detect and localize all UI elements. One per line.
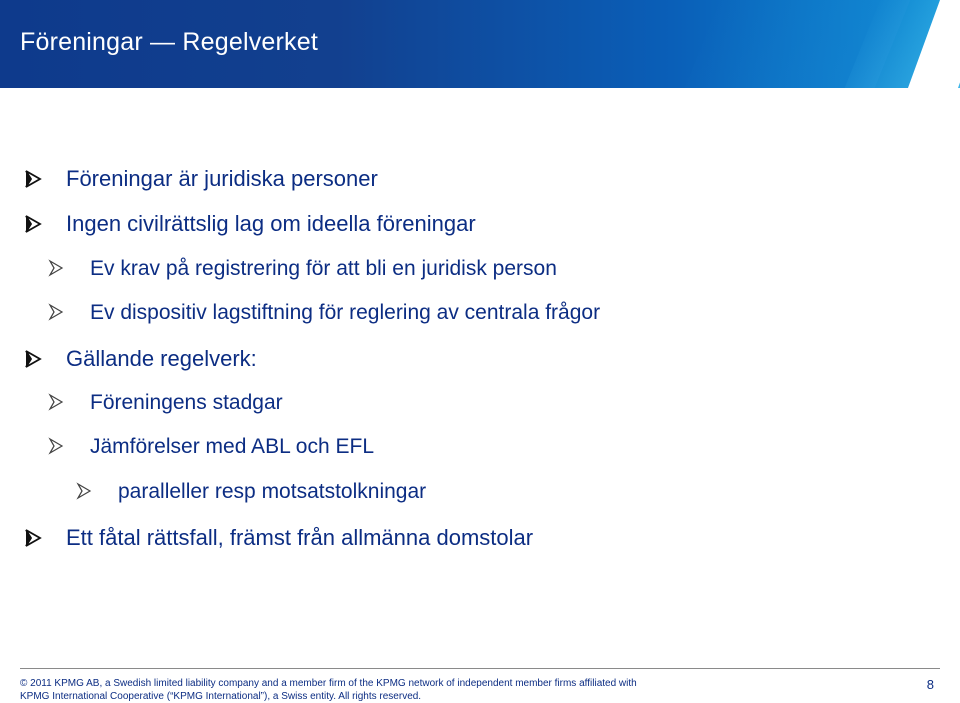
footer-copyright: © 2011 KPMG AB, a Swedish limited liability company and a member firm of the KPMG network of independent member firms affiliated with KPMG International Cooperative (“KPMG International”), a Swiss entity. All rights reserved. — [20, 678, 637, 702]
arrowhead-bullet-icon — [24, 349, 46, 369]
slide-header — [0, 0, 960, 88]
bullet-item — [24, 525, 533, 551]
arrowhead-bullet-icon — [48, 303, 66, 323]
bullet-item — [24, 211, 476, 237]
bullet-text: paralleller resp motsatstolkningar — [118, 480, 427, 503]
bullet-item — [24, 166, 378, 192]
bullet-item — [48, 301, 600, 325]
arrowhead-bullet-icon — [24, 214, 46, 234]
slide-title: Föreningar — Regelverket — [20, 28, 318, 56]
bullet-text: Ev krav på registrering för att bli en juridisk person — [90, 257, 557, 280]
bullet-text: Ev dispositiv lagstiftning för reglering av centrala frågor — [90, 301, 601, 324]
bullet-text: Föreningens stadgar — [90, 391, 283, 414]
bullet-text: Gällande regelverk: — [66, 346, 257, 371]
arrowhead-bullet-icon — [48, 259, 66, 279]
arrowhead-bullet-icon — [24, 169, 46, 189]
arrowhead-bullet-icon — [76, 482, 94, 502]
bullet-item — [48, 257, 557, 281]
footer-divider — [20, 668, 940, 669]
bullet-text: Ingen civilrättslig lag om ideella föreningar — [66, 211, 476, 236]
bullet-item — [48, 391, 283, 415]
bullet-text: Ett fåtal rättsfall, främst från allmänna domstolar — [66, 525, 534, 550]
arrowhead-bullet-icon — [24, 528, 46, 548]
page-number: 8 — [926, 677, 934, 692]
arrowhead-bullet-icon — [48, 393, 66, 413]
bullet-item — [48, 435, 374, 459]
bullet-text: Jämförelser med ABL och EFL — [90, 435, 375, 458]
bullet-text: Föreningar är juridiska personer — [66, 166, 378, 191]
bullet-item — [24, 346, 257, 372]
arrowhead-bullet-icon — [48, 437, 66, 457]
bullet-item — [76, 480, 426, 504]
